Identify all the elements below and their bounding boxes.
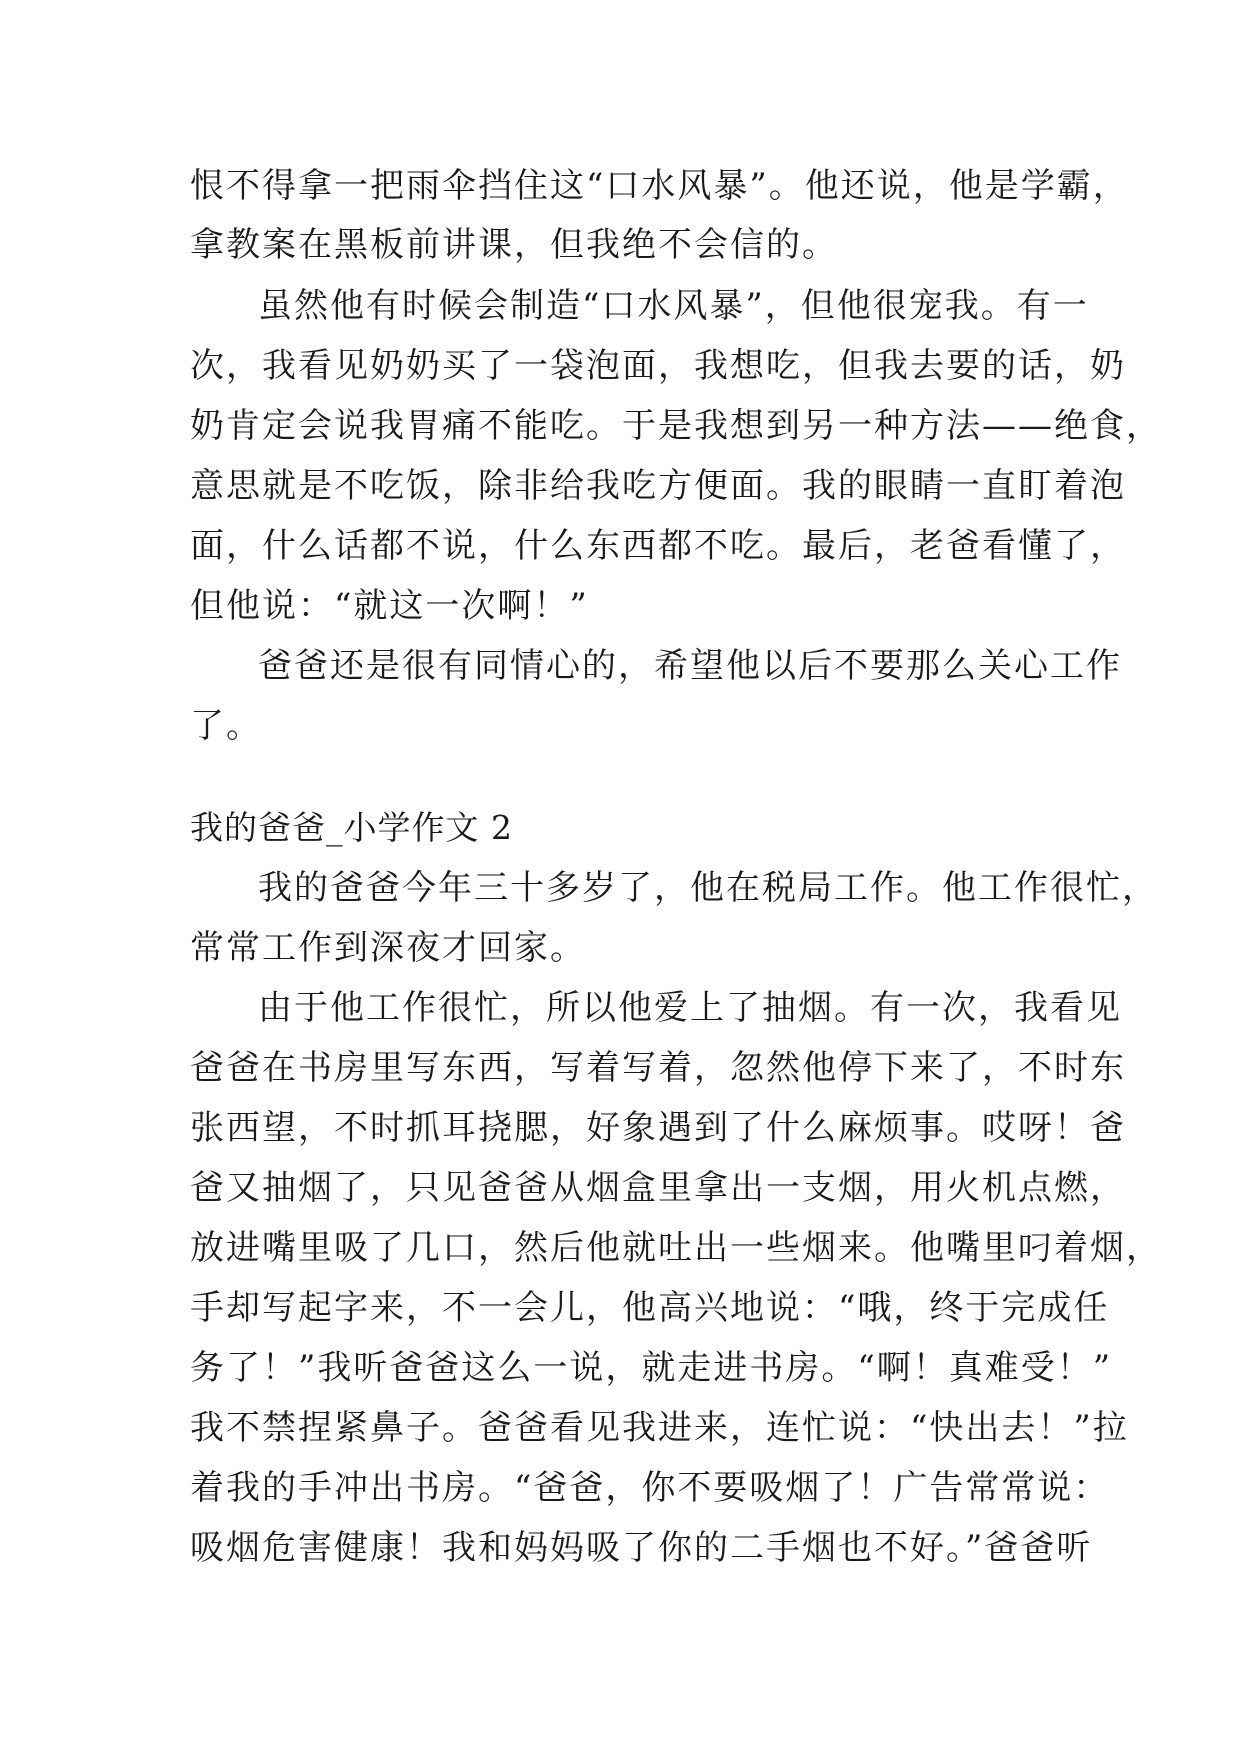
paragraph-line: 张西望，不时抓耳挠腮，好象遇到了什么麻烦事。哎呀！爸: [190, 1108, 1126, 1148]
paragraph-line: 吸烟危害健康！我和妈妈吸了你的二手烟也不好。”爸爸听: [190, 1528, 1093, 1568]
paragraph-line: 虽然他有时候会制造“口水风暴”，但他很宠我。有一: [258, 286, 1089, 326]
paragraph-line: 恨不得拿一把雨伞挡住这“口水风暴”。他还说，他是学霸，: [190, 166, 1129, 206]
paragraph-line: 爸又抽烟了，只见爸爸从烟盒里拿出一支烟，用火机点燃，: [190, 1168, 1126, 1208]
paragraph-line: 我不禁捏紧鼻子。爸爸看见我进来，连忙说：“快出去！”拉: [190, 1408, 1129, 1448]
paragraph-line: 手却写起字来，不一会儿，他高兴地说：“哦，终于完成任: [190, 1288, 1110, 1328]
paragraph-line: 意思就是不吃饭，除非给我吃方便面。我的眼睛一直盯着泡: [190, 466, 1126, 506]
paragraph-line: 奶肯定会说我胃痛不能吃。于是我想到另一种方法——绝食，: [190, 406, 1162, 446]
paragraph-line: 次，我看见奶奶买了一袋泡面，我想吃，但我去要的话，奶: [190, 346, 1126, 386]
paragraph-line: 务了！”我听爸爸这么一说，就走进书房。“啊！真难受！”: [190, 1348, 1113, 1388]
paragraph-line: 常常工作到深夜才回家。: [190, 928, 586, 968]
paragraph-line: 爸爸还是很有同情心的，希望他以后不要那么关心工作: [258, 646, 1122, 686]
paragraph-line: 着我的手冲出书房。“爸爸，你不要吸烟了！广告常常说：: [190, 1468, 1110, 1508]
paragraph-line: 放进嘴里吸了几口，然后他就吐出一些烟来。他嘴里叼着烟，: [190, 1228, 1162, 1268]
paragraph-line: 我的爸爸今年三十多岁了，他在税局工作。他工作很忙，: [258, 868, 1158, 908]
paragraph-line: 但他说：“就这一次啊！”: [190, 586, 589, 626]
paragraph-line: 爸爸在书房里写东西，写着写着，忽然他停下来了，不时东: [190, 1048, 1126, 1088]
paragraph-line: 由于他工作很忙，所以他爱上了抽烟。有一次，我看见: [258, 988, 1122, 1028]
paragraph-line: 面，什么话都不说，什么东西都不吃。最后，老爸看懂了，: [190, 526, 1126, 566]
section-title: 我的爸爸_小学作文 2: [190, 808, 513, 847]
paragraph-line: 拿教案在黑板前讲课，但我绝不会信的。: [190, 225, 838, 265]
paragraph-line: 了。: [190, 706, 262, 746]
